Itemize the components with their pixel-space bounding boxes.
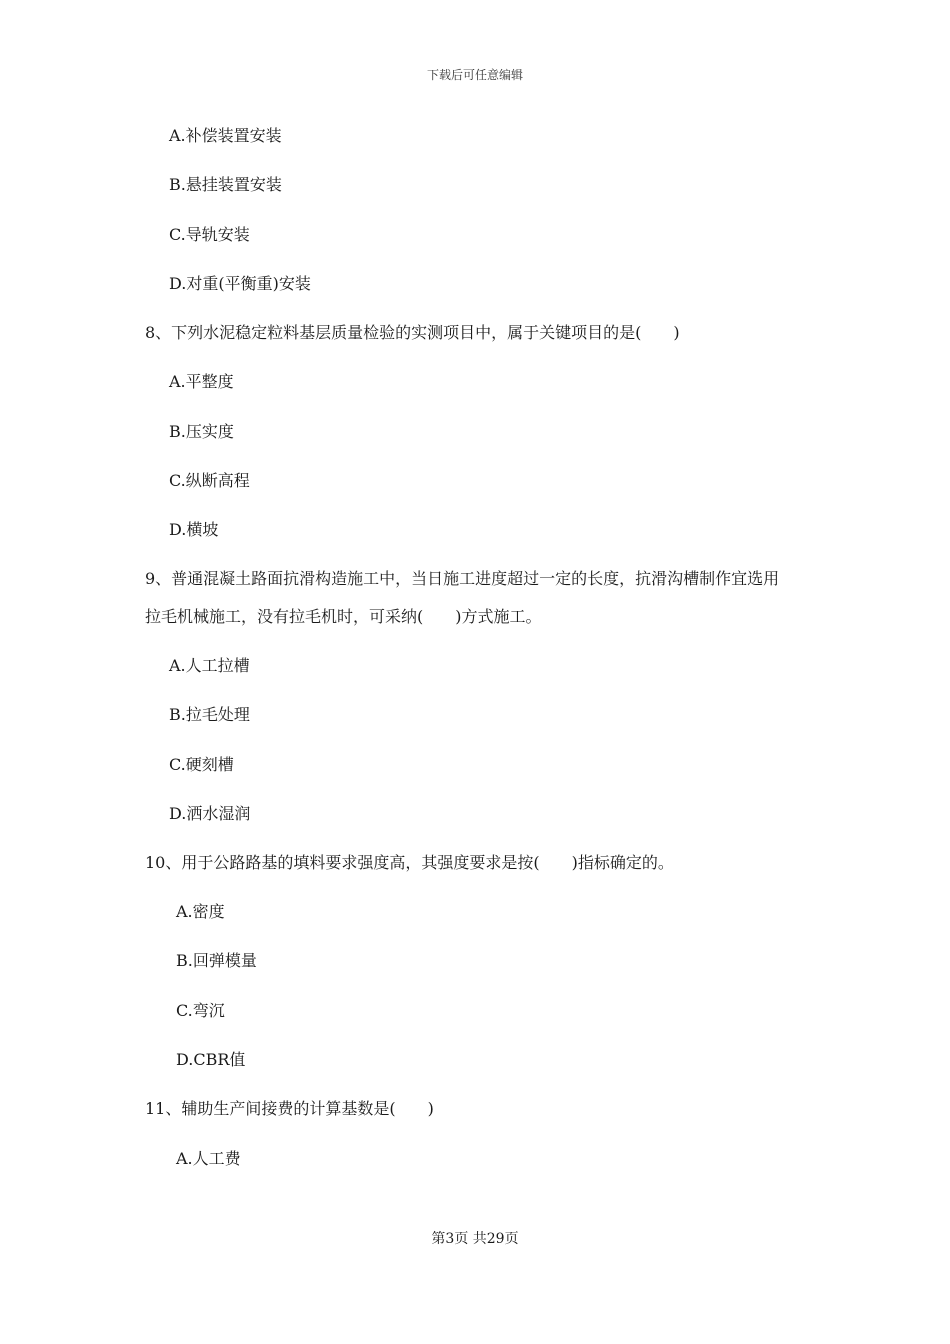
option-d: D.横坡 (169, 520, 219, 539)
page-header: 下载后可任意编辑 (426, 68, 523, 82)
option-a: A.平整度 (169, 372, 234, 391)
option-c: C.纵断高程 (169, 471, 250, 490)
option-a: A.人工费 (176, 1149, 241, 1168)
page-footer: 第3页 共29页 (431, 1231, 519, 1247)
option-a: A.人工拉槽 (169, 656, 250, 675)
option-b: B.回弹模量 (176, 951, 257, 970)
option-d: D.对重(平衡重)安装 (169, 274, 311, 293)
question-9-continued: 拉毛机械施工，没有拉毛机时，可采纳( )方式施工。 (145, 607, 542, 626)
question-8: 8、下列水泥稳定粒料基层质量检验的实测项目中，属于关键项目的是( ) (145, 323, 680, 342)
question-9: 9、普通混凝土路面抗滑构造施工中，当日施工进度超过一定的长度，抗滑沟槽制作宜选用 (145, 569, 780, 588)
option-d: D.CBR值 (176, 1050, 246, 1069)
option-a: A.密度 (176, 902, 225, 921)
option-d: D.洒水湿润 (169, 804, 251, 823)
question-11: 11、辅助生产间接费的计算基数是( ) (145, 1099, 434, 1118)
option-b: B.悬挂装置安装 (169, 175, 282, 194)
option-a: A.补偿装置安装 (169, 126, 282, 145)
option-b: B.拉毛处理 (169, 705, 250, 724)
option-c: C.弯沉 (176, 1001, 225, 1020)
option-c: C.硬刻槽 (169, 755, 234, 774)
option-c: C.导轨安装 (169, 225, 250, 244)
option-b: B.压实度 (169, 422, 234, 441)
question-10: 10、用于公路路基的填料要求强度高，其强度要求是按( )指标确定的。 (145, 853, 674, 872)
